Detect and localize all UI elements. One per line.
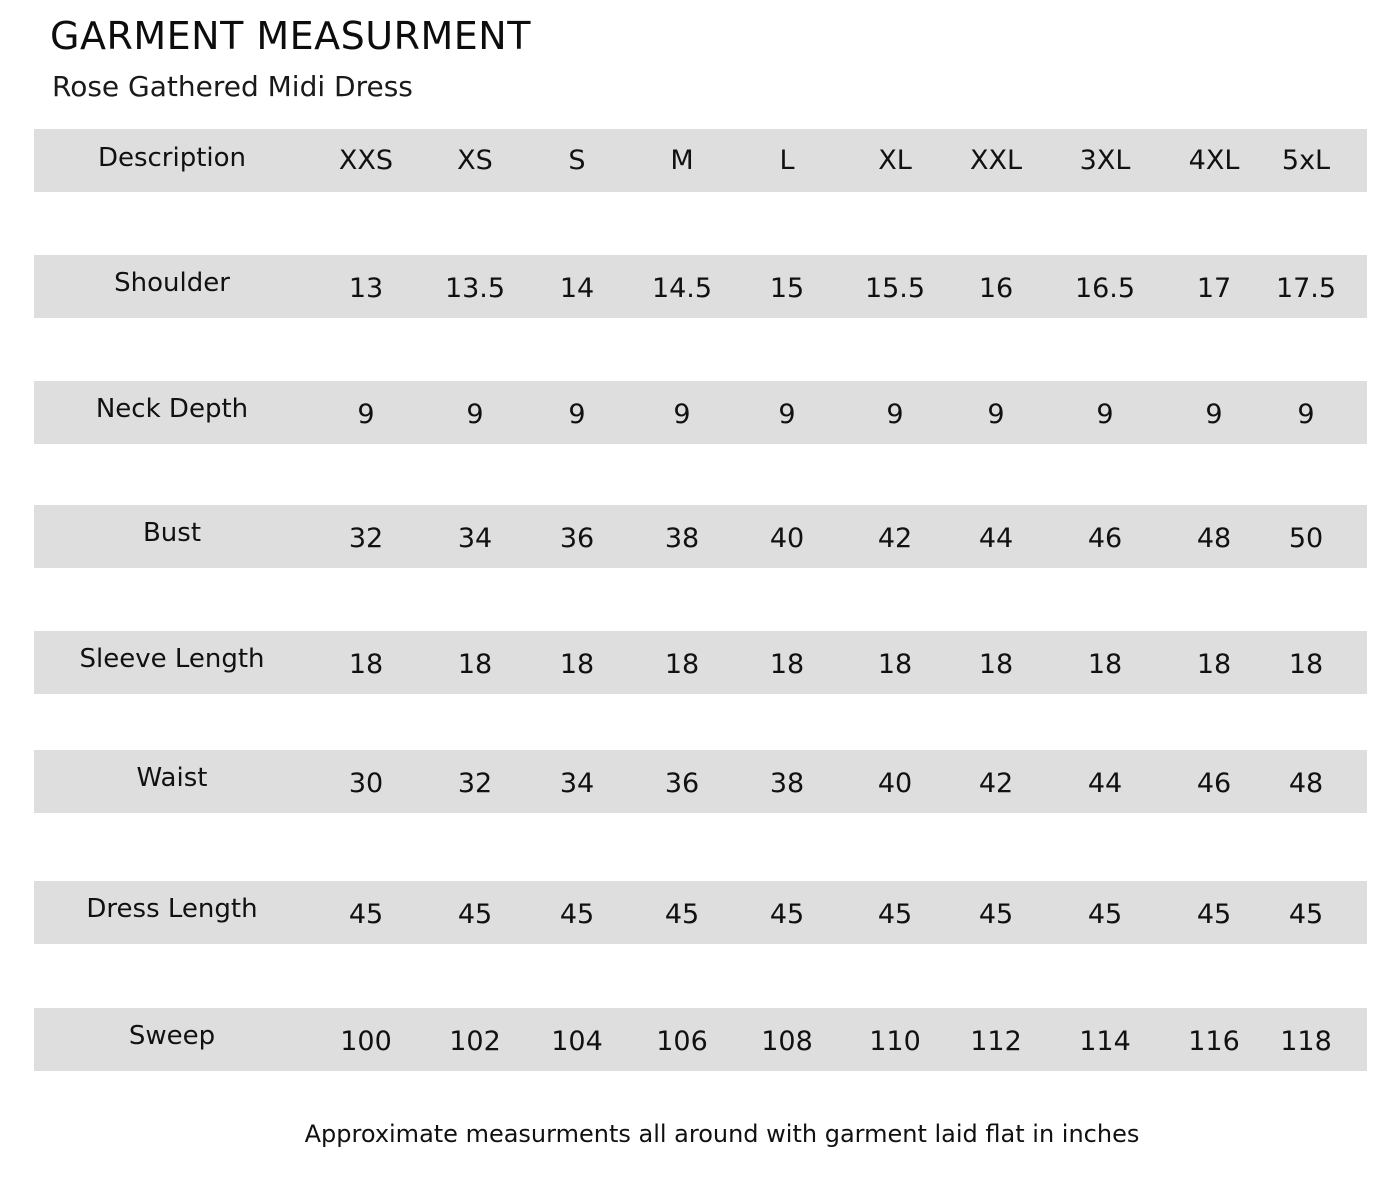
column-header-size: XS (457, 145, 493, 176)
table-row (34, 505, 1367, 568)
measurement-value: 16 (978, 273, 1014, 304)
measurement-value: 104 (551, 1026, 603, 1057)
column-header-size: 4XL (1188, 145, 1240, 176)
measurement-value: 36 (559, 523, 595, 554)
measurement-value: 9 (568, 399, 586, 430)
measurement-value: 9 (886, 399, 904, 430)
measurement-value: 44 (1087, 768, 1123, 799)
column-header-size: XXS (338, 145, 394, 176)
measurement-value: 9 (987, 399, 1005, 430)
measurement-value: 40 (769, 523, 805, 554)
table-row (34, 1008, 1367, 1071)
measurement-value: 18 (1288, 649, 1324, 680)
measurement-value: 9 (1096, 399, 1114, 430)
measurement-value: 18 (559, 649, 595, 680)
measurement-value: 14.5 (651, 273, 713, 304)
measurement-value: 34 (559, 768, 595, 799)
measurement-value: 14 (559, 273, 595, 304)
measurement-value: 45 (1288, 899, 1324, 930)
measurement-value: 18 (769, 649, 805, 680)
measurement-value: 45 (457, 899, 493, 930)
table-header-row (34, 129, 1367, 192)
measurement-value: 18 (348, 649, 384, 680)
measurement-value: 18 (1196, 649, 1232, 680)
measurement-value: 114 (1079, 1026, 1131, 1057)
measurement-value: 45 (1087, 899, 1123, 930)
row-label: Neck Depth (95, 394, 249, 424)
row-label: Dress Length (86, 894, 258, 924)
measurement-value: 44 (978, 523, 1014, 554)
table-row (34, 255, 1367, 318)
measurement-value: 108 (761, 1026, 813, 1057)
measurement-value: 32 (348, 523, 384, 554)
measurement-value: 102 (449, 1026, 501, 1057)
measurement-footnote: Approximate measurments all around with garment laid flat in inches (304, 1120, 1140, 1148)
measurement-value: 13.5 (444, 273, 506, 304)
measurement-value: 15 (769, 273, 805, 304)
measurement-value: 45 (348, 899, 384, 930)
measurement-value: 9 (1297, 399, 1315, 430)
page-title: GARMENT MEASURMENT (50, 14, 531, 58)
measurement-value: 18 (877, 649, 913, 680)
measurement-value: 46 (1087, 523, 1123, 554)
row-label: Shoulder (114, 268, 230, 298)
column-header-size: S (568, 145, 586, 176)
measurement-value: 9 (1205, 399, 1223, 430)
column-header-size: M (670, 145, 694, 176)
measurement-value: 50 (1288, 523, 1324, 554)
measurement-value: 45 (1196, 899, 1232, 930)
measurement-value: 42 (978, 768, 1014, 799)
measurement-value: 17.5 (1275, 273, 1337, 304)
table-row (34, 381, 1367, 444)
measurement-value: 16.5 (1074, 273, 1136, 304)
measurement-value: 116 (1188, 1026, 1240, 1057)
measurement-value: 46 (1196, 768, 1232, 799)
measurement-value: 9 (673, 399, 691, 430)
measurement-value: 42 (877, 523, 913, 554)
measurement-value: 45 (877, 899, 913, 930)
column-header-size: XL (878, 145, 912, 176)
measurement-value: 30 (348, 768, 384, 799)
measurement-value: 38 (769, 768, 805, 799)
measurement-value: 32 (457, 768, 493, 799)
measurement-value: 15.5 (864, 273, 926, 304)
measurement-value: 17 (1196, 273, 1232, 304)
column-header-size: XXL (969, 145, 1023, 176)
column-header-size: 5xL (1281, 145, 1331, 176)
measurement-value: 13 (348, 273, 384, 304)
measurement-value: 18 (1087, 649, 1123, 680)
column-header-size: L (779, 145, 795, 176)
measurement-value: 48 (1288, 768, 1324, 799)
measurement-value: 18 (457, 649, 493, 680)
measurement-value: 100 (340, 1026, 392, 1057)
product-name: Rose Gathered Midi Dress (52, 70, 413, 103)
column-header-size: 3XL (1079, 145, 1131, 176)
table-row (34, 881, 1367, 944)
measurement-value: 9 (357, 399, 375, 430)
measurement-value: 48 (1196, 523, 1232, 554)
measurement-value: 45 (664, 899, 700, 930)
measurement-value: 9 (466, 399, 484, 430)
row-label: Sleeve Length (79, 644, 265, 674)
table-row (34, 750, 1367, 813)
measurement-value: 112 (970, 1026, 1022, 1057)
measurement-value: 40 (877, 768, 913, 799)
row-label: Waist (136, 763, 208, 793)
measurement-value: 45 (978, 899, 1014, 930)
measurement-value: 45 (559, 899, 595, 930)
measurement-value: 18 (978, 649, 1014, 680)
measurement-value: 38 (664, 523, 700, 554)
measurement-value: 45 (769, 899, 805, 930)
measurement-value: 18 (664, 649, 700, 680)
row-label: Sweep (128, 1021, 216, 1051)
measurement-value: 34 (457, 523, 493, 554)
column-header-description: Description (97, 143, 247, 173)
measurement-value: 118 (1280, 1026, 1332, 1057)
row-label: Bust (142, 518, 202, 548)
table-row (34, 631, 1367, 694)
measurement-value: 9 (778, 399, 796, 430)
measurement-value: 36 (664, 768, 700, 799)
measurement-value: 110 (869, 1026, 921, 1057)
measurement-value: 106 (656, 1026, 708, 1057)
